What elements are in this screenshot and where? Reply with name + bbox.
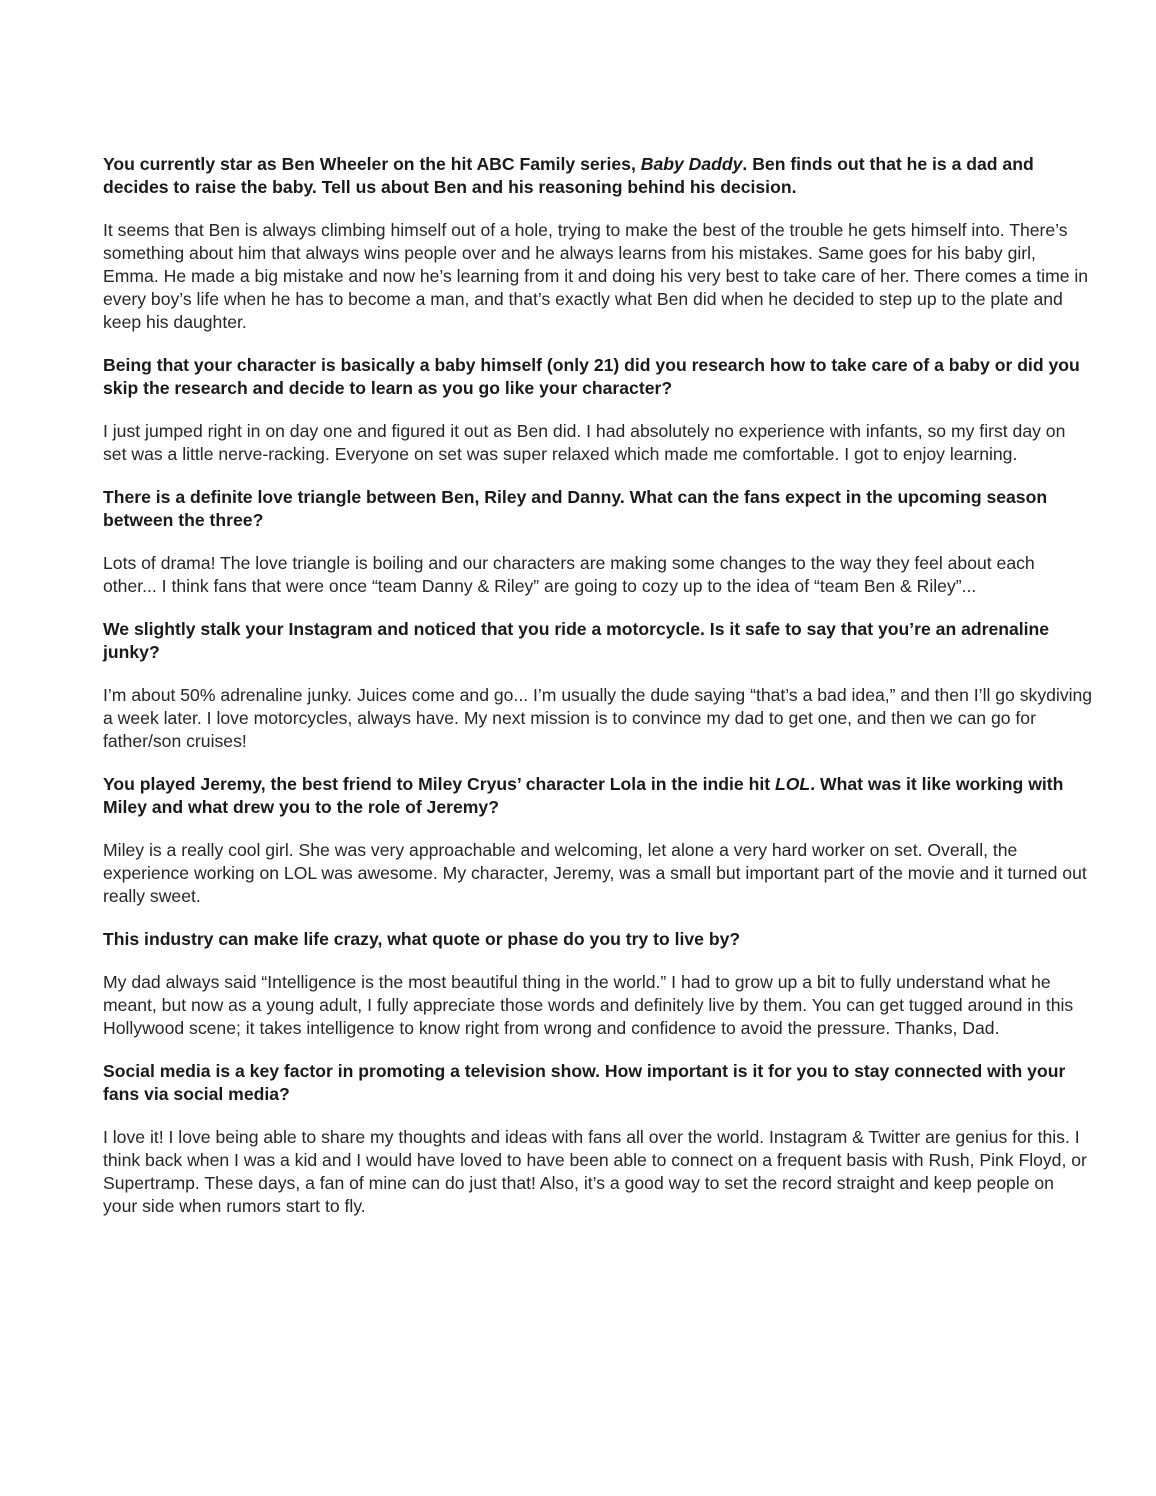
answer-paragraph: My dad always said “Intelligence is the most beautiful thing in the world.” I had to grow up a bit to fully understand what he meant, but now as a young adult, I fully appreciate those words and definitely live by them. You can get tugged around in this Hollywood scene; it takes intelligence to know right from wrong and confidence to avoid the pressure. Thanks, Dad. — [103, 972, 1074, 1038]
answer-paragraph: I love it! I love being able to share my thoughts and ideas with fans all over the world. Instagram & Twitter are genius for this. I think back when I was a kid and I would have loved to have been able to connect on a frequent basis with Rush, Pink Floyd, or Supertramp. These days, a fan of mine can do just that! Also, it’s a good way to set the record straight and keep people on your side when rumors start to fly. — [103, 1127, 1087, 1216]
qa-block-quote — [103, 928, 1093, 1040]
question-text: . What was it like working with Miley and what drew you to the role of Jeremy? — [103, 774, 1064, 817]
question-heading — [103, 153, 1093, 199]
movie-title: LOL — [775, 774, 811, 794]
answer-paragraph: Lots of drama! The love triangle is boiling and our characters are making some changes to the way they feel about each other... I think fans that were once “team Danny & Riley” are going to cozy up to the idea of “team Ben & Riley”... — [103, 553, 1035, 596]
qa-block-love-triangle — [103, 486, 1093, 598]
question-heading: Being that your character is basically a baby himself (only 21) did you research how to take care of a baby or did you skip the research and decide to learn as you go like your character? — [103, 355, 1080, 398]
question-heading: Social media is a key factor in promoting a television show. How important is it for you to stay connected with your fans via social media? — [103, 1061, 1066, 1104]
question-text: You played Jeremy, the best friend to Miley Cryus’ character Lola in the indie hit — [103, 774, 775, 794]
show-title: Baby Daddy — [640, 154, 743, 174]
question-heading: This industry can make life crazy, what quote or phase do you try to live by? — [103, 929, 741, 949]
qa-block-lol — [103, 773, 1093, 908]
question-heading: There is a definite love triangle between Ben, Riley and Danny. What can the fans expect in the upcoming season between the three? — [103, 487, 1048, 530]
qa-block-social-media — [103, 1060, 1093, 1218]
question-heading — [103, 773, 1093, 819]
answer-paragraph: Miley is a really cool girl. She was very approachable and welcoming, let alone a very hard worker on set. Overall, the experience working on LOL was awesome. My character, Jeremy, was a small but important part of the movie and it turned out really sweet. — [103, 840, 1087, 906]
question-text: You currently star as Ben Wheeler on the hit ABC Family series, — [103, 154, 641, 174]
answer-paragraph: I’m about 50% adrenaline junky. Juices come and go... I’m usually the dude saying “that’s a bad idea,” and then I’ll go skydiving a week later. I love motorcycles, always have. My next mission is to convince my dad to get one, and then we can go for father/son cruises! — [103, 685, 1093, 751]
interview-page — [103, 153, 1093, 1238]
qa-block-research — [103, 354, 1093, 466]
qa-block-baby-daddy — [103, 153, 1093, 334]
question-text: . Ben finds out that he is a dad and decides to raise the baby. Tell us about Ben and his reasoning behind his decision. — [103, 154, 1034, 197]
question-heading: We slightly stalk your Instagram and noticed that you ride a motorcycle. Is it safe to say that you’re an adrenaline junky? — [103, 619, 1050, 662]
answer-paragraph: I just jumped right in on day one and figured it out as Ben did. I had absolutely no experience with infants, so my first day on set was a little nerve-racking. Everyone on set was super relaxed which made me comfortable. I got to enjoy learning. — [103, 421, 1066, 464]
qa-block-motorcycle — [103, 618, 1093, 753]
answer-paragraph: It seems that Ben is always climbing himself out of a hole, trying to make the best of the trouble he gets himself into. There’s something about him that always wins people over and he always learns from his mistakes. Same goes for his baby girl, Emma. He made a big mistake and now he’s learning from it and doing his very best to take care of her. There comes a time in every boy’s life when he has to become a man, and that’s exactly what Ben did when he decided to step up to the plate and keep his daughter. — [103, 220, 1089, 332]
